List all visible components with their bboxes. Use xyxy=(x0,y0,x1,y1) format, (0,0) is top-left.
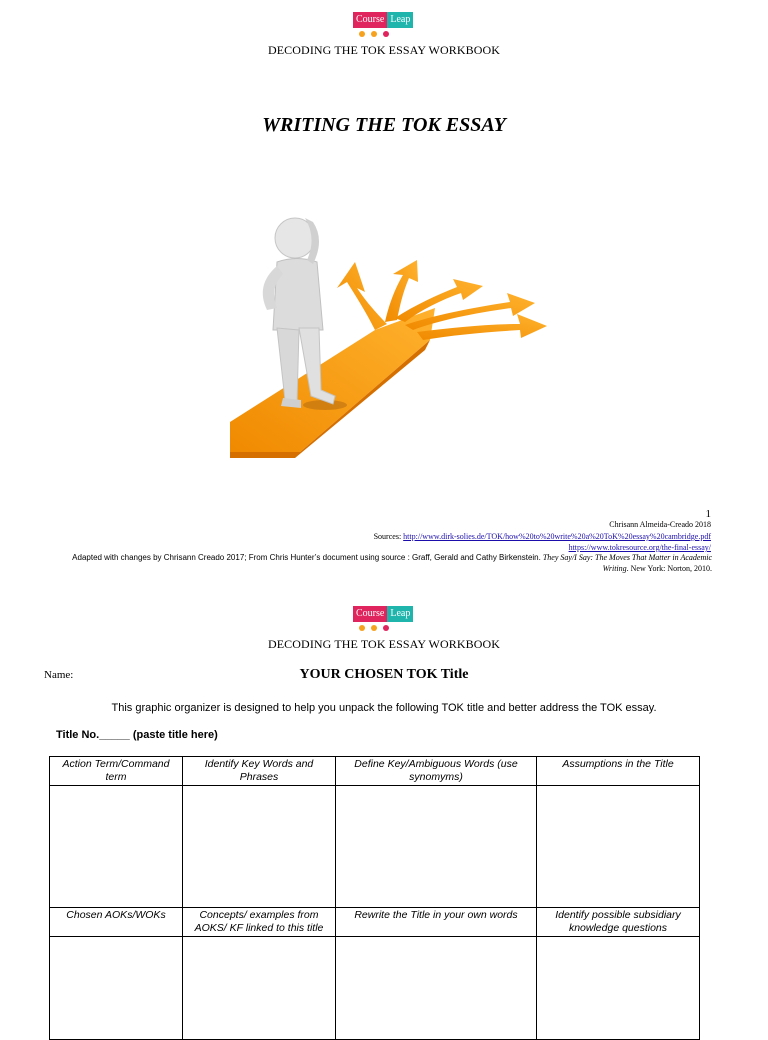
header-concepts: Concepts/ examples from AOKS/ KF linked to this title xyxy=(183,908,336,937)
page-title: WRITING THE TOK ESSAY xyxy=(262,114,506,136)
cell-rewrite-title[interactable] xyxy=(336,937,537,1040)
cell-assumptions[interactable] xyxy=(537,786,700,908)
crossroads-illustration xyxy=(225,200,555,460)
cell-subsidiary-questions[interactable] xyxy=(537,937,700,1040)
author-credit: Chrisann Almeida-Creado 2018 xyxy=(609,520,711,529)
workbook-title: DECODING THE TOK ESSAY WORKBOOK xyxy=(267,43,500,57)
name-label: Name: xyxy=(44,669,74,681)
page-number: 1 xyxy=(705,508,711,520)
graphic-organizer-table xyxy=(49,756,700,1040)
sources-block xyxy=(374,531,711,553)
intro-text: This graphic organizer is designed to help you unpack the following TOK title and better address the TOK essay. xyxy=(111,702,657,714)
logo-text-course: Course xyxy=(353,12,387,28)
cell-aoks-woks[interactable] xyxy=(50,937,183,1040)
cell-define-words[interactable] xyxy=(336,786,537,908)
logo-text-leap: Leap xyxy=(387,606,413,622)
header-assumptions: Assumptions in the Title xyxy=(537,757,700,786)
title-number-field[interactable]: Title No._____ (paste title here) xyxy=(56,729,218,741)
cell-concepts[interactable] xyxy=(183,937,336,1040)
header-subsidiary-questions: Identify possible subsidiary knowledge questions xyxy=(537,908,700,937)
header-action-term: Action Term/Command term xyxy=(50,757,183,786)
adapted-text: Adapted with changes by Chrisann Creado 2017; From Chris Hunter’s document using source : Graff, Gerald and Cathy Birkenstein. xyxy=(72,553,541,562)
source-link-1[interactable]: http://www.dirk-solies.de/TOK/how%20to%20write%20a%20ToK%20essay%20cambridge.pdf xyxy=(403,532,711,541)
logo-text-course: Course xyxy=(353,606,387,622)
adapted-note xyxy=(60,552,712,574)
header-define-words: Define Key/Ambiguous Words (use synomyms) xyxy=(336,757,537,786)
header-rewrite-title: Rewrite the Title in your own words xyxy=(336,908,537,937)
adapted-book: They Say/I Say: The Moves That Matter in Academic Writing xyxy=(542,553,712,573)
source-link-2[interactable]: https://www.tokresource.org/the-final-essay/ xyxy=(568,543,711,552)
header-aoks-woks: Chosen AOKs/WOKs xyxy=(50,908,183,937)
workbook-title-2: DECODING THE TOK ESSAY WORKBOOK xyxy=(267,637,500,651)
cell-action-term[interactable] xyxy=(50,786,183,908)
adapted-pub: . New York: Norton, 2010. xyxy=(626,564,712,573)
cell-key-words[interactable] xyxy=(183,786,336,908)
sources-label: Sources: xyxy=(373,532,402,541)
header-key-words: Identify Key Words and Phrases xyxy=(183,757,336,786)
chosen-title-heading: YOUR CHOSEN TOK Title xyxy=(299,667,469,682)
logo-text-leap: Leap xyxy=(387,12,413,28)
